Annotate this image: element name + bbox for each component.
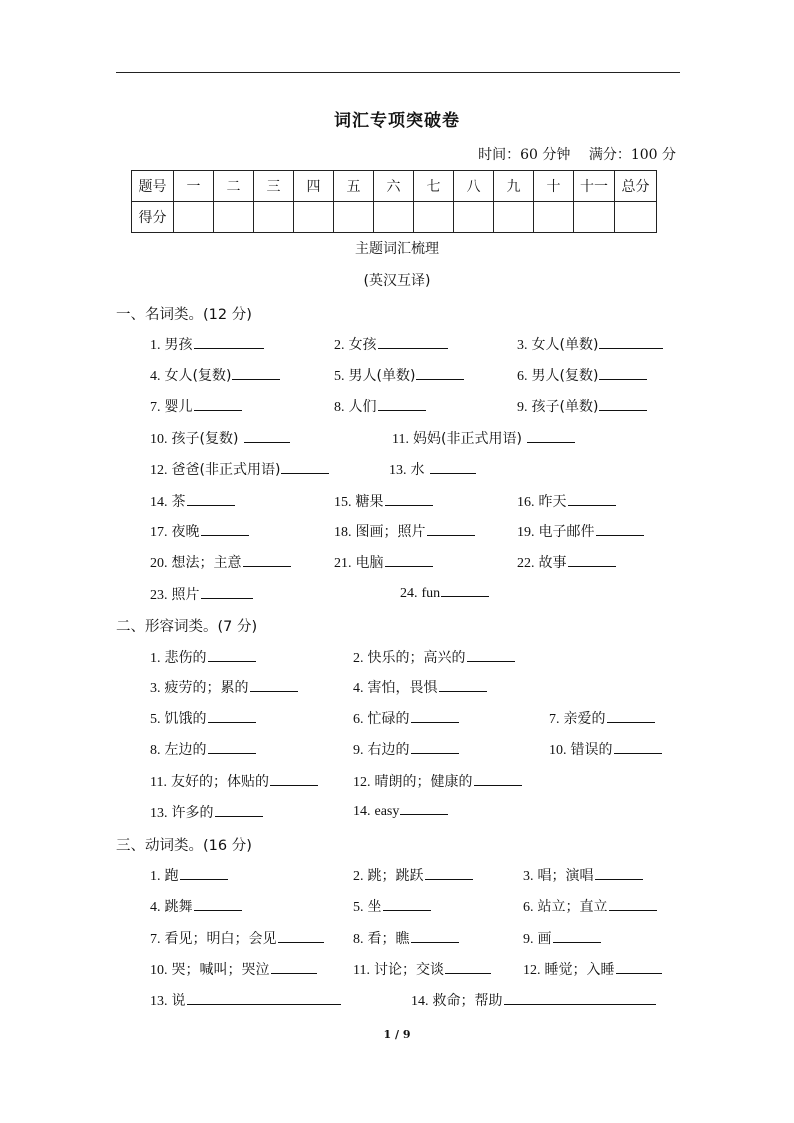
section-heading-verbs: 三、动词类。(16 分)	[116, 838, 252, 854]
score-cell[interactable]	[534, 202, 574, 233]
answer-blank[interactable]	[244, 430, 290, 443]
question-prompt: 人们	[348, 399, 377, 415]
question-item	[353, 802, 448, 820]
question-number: 14.	[150, 495, 168, 510]
question-prompt: 看见；明白；会见	[164, 931, 277, 947]
question-item	[150, 990, 341, 1010]
question-item	[353, 928, 459, 948]
question-prompt: easy	[374, 804, 400, 819]
question-number: 9.	[517, 400, 528, 415]
header-rule	[116, 72, 680, 73]
answer-blank[interactable]	[215, 804, 263, 817]
question-prompt: 想法；主意	[171, 555, 242, 571]
answer-blank[interactable]	[553, 930, 601, 943]
question-item	[392, 428, 575, 448]
score-cell[interactable]	[414, 202, 454, 233]
answer-blank[interactable]	[527, 430, 575, 443]
answer-blank[interactable]	[411, 930, 459, 943]
question-number: 9.	[523, 932, 534, 947]
answer-blank[interactable]	[504, 992, 656, 1005]
exam-meta	[464, 144, 676, 164]
question-item	[389, 459, 476, 479]
score-header-cell: 八	[454, 171, 494, 202]
answer-blank[interactable]	[201, 523, 249, 536]
question-item	[549, 708, 655, 728]
question-prompt: 女孩	[348, 337, 377, 353]
question-item	[334, 334, 448, 354]
question-prompt: 晴朗的；健康的	[374, 774, 473, 790]
score-cell[interactable]	[334, 202, 374, 233]
question-number: 14.	[353, 804, 371, 819]
score-header-cell: 六	[374, 171, 414, 202]
question-item	[334, 365, 464, 385]
question-number: 4.	[353, 681, 364, 696]
answer-blank[interactable]	[278, 930, 324, 943]
question-prompt: 男孩	[164, 337, 193, 353]
question-prompt: 亲爱的	[563, 711, 606, 727]
score-header-cell: 一	[174, 171, 214, 202]
question-item	[517, 334, 663, 354]
question-number: 2.	[334, 338, 345, 353]
question-number: 6.	[517, 369, 528, 384]
answer-blank[interactable]	[271, 961, 317, 974]
question-prompt: 故事	[538, 555, 567, 571]
score-table	[131, 170, 657, 233]
answer-blank[interactable]	[194, 398, 242, 411]
answer-blank[interactable]	[474, 773, 522, 786]
question-number: 13.	[150, 806, 168, 821]
question-item	[353, 708, 459, 728]
question-item	[334, 552, 433, 572]
answer-blank[interactable]	[250, 679, 298, 692]
question-prompt: 许多的	[171, 805, 214, 821]
answer-blank[interactable]	[385, 554, 433, 567]
question-prompt: 友好的；体贴的	[170, 774, 269, 790]
question-item	[353, 771, 522, 791]
question-prompt: 照片	[171, 587, 200, 603]
question-item	[517, 396, 647, 416]
answer-blank[interactable]	[439, 679, 487, 692]
answer-blank[interactable]	[378, 336, 448, 349]
question-number: 10.	[150, 963, 168, 978]
question-number: 10.	[549, 743, 567, 758]
question-prompt: 讨论；交谈	[373, 962, 444, 978]
score-header-cell: 二	[214, 171, 254, 202]
page-title: 词汇专项突破卷	[334, 111, 460, 131]
question-prompt: 水	[410, 462, 429, 478]
question-number: 11.	[353, 963, 370, 978]
question-prompt: 孩子(单数)	[531, 399, 599, 415]
question-prompt: 坐	[367, 899, 382, 915]
question-prompt: 救命；帮助	[432, 993, 503, 1009]
question-item	[150, 677, 298, 697]
question-prompt: 右边的	[367, 742, 410, 758]
question-prompt: 哭；喊叫；哭泣	[171, 962, 270, 978]
question-number: 20.	[150, 556, 168, 571]
answer-blank[interactable]	[208, 649, 256, 662]
question-item	[353, 896, 431, 916]
question-item	[150, 865, 228, 885]
answer-blank[interactable]	[187, 493, 235, 506]
question-number: 11.	[392, 432, 409, 447]
question-prompt: 站立；直立	[537, 899, 608, 915]
question-prompt: 爸爸(非正式用语)	[171, 462, 281, 478]
question-item	[400, 584, 489, 602]
question-item	[517, 552, 616, 572]
question-number: 12.	[523, 963, 541, 978]
question-item	[150, 552, 291, 572]
answer-blank[interactable]	[270, 773, 318, 786]
question-item	[150, 491, 235, 511]
question-item	[517, 491, 616, 511]
question-item	[523, 865, 643, 885]
question-number: 8.	[150, 743, 161, 758]
question-prompt: 说	[171, 993, 186, 1009]
question-number: 12.	[150, 463, 168, 478]
answer-blank[interactable]	[187, 992, 341, 1005]
question-number: 18.	[334, 525, 352, 540]
subtitle-translation-note: (英汉互译)	[363, 273, 431, 289]
question-prompt: 夜晚	[171, 524, 200, 540]
answer-blank[interactable]	[383, 898, 431, 911]
score-cell[interactable]	[214, 202, 254, 233]
question-number: 5.	[150, 712, 161, 727]
score-cell[interactable]	[494, 202, 534, 233]
page-number: 1 / 9	[383, 1028, 411, 1041]
question-prompt: 忙碌的	[367, 711, 410, 727]
score-header-cell: 四	[294, 171, 334, 202]
answer-blank[interactable]	[616, 961, 662, 974]
question-prompt: 跳；跳跃	[367, 868, 424, 884]
section-heading-nouns: 一、名词类。(12 分)	[116, 307, 252, 323]
score-cell[interactable]	[174, 202, 214, 233]
question-number: 5.	[353, 900, 364, 915]
question-prompt: 糖果	[355, 494, 384, 510]
question-prompt: 茶	[171, 494, 186, 510]
score-header-cell: 五	[334, 171, 374, 202]
question-number: 7.	[549, 712, 560, 727]
answer-blank[interactable]	[378, 398, 426, 411]
question-prompt: 害怕，畏惧	[367, 680, 438, 696]
score-cell[interactable]	[454, 202, 494, 233]
answer-blank[interactable]	[194, 898, 242, 911]
question-item	[150, 708, 256, 728]
answer-blank[interactable]	[607, 710, 655, 723]
question-item	[150, 428, 290, 448]
question-prompt: 男人(复数)	[531, 368, 599, 384]
question-item	[150, 521, 249, 541]
answer-blank[interactable]	[614, 741, 662, 754]
question-prompt: 昨天	[538, 494, 567, 510]
question-item	[150, 928, 324, 948]
score-cell[interactable]	[374, 202, 414, 233]
question-number: 17.	[150, 525, 168, 540]
question-item	[353, 647, 515, 667]
question-prompt: 左边的	[164, 742, 207, 758]
question-number: 3.	[517, 338, 528, 353]
score-header-cell: 九	[494, 171, 534, 202]
question-item	[353, 865, 473, 885]
score-header-cell: 三	[254, 171, 294, 202]
question-number: 23.	[150, 588, 168, 603]
question-item	[523, 928, 601, 948]
question-number: 2.	[353, 651, 364, 666]
full-score: 满分：100 分	[588, 147, 676, 163]
answer-blank[interactable]	[208, 710, 256, 723]
question-number: 5.	[334, 369, 345, 384]
question-item	[334, 521, 475, 541]
question-number: 12.	[353, 775, 371, 790]
question-item	[150, 802, 263, 822]
answer-blank[interactable]	[194, 336, 264, 349]
answer-blank[interactable]	[430, 461, 476, 474]
question-prompt: 唱；演唱	[537, 868, 594, 884]
question-prompt: 画	[537, 931, 552, 947]
question-number: 4.	[150, 900, 161, 915]
question-number: 16.	[517, 495, 535, 510]
question-prompt: fun	[421, 586, 441, 601]
question-prompt: 妈妈(非正式用语)	[412, 431, 527, 447]
question-number: 3.	[523, 869, 534, 884]
question-item	[353, 677, 487, 697]
score-cell[interactable]	[254, 202, 294, 233]
answer-blank[interactable]	[441, 584, 489, 597]
question-number: 1.	[150, 869, 161, 884]
question-number: 13.	[389, 463, 407, 478]
answer-blank[interactable]	[180, 867, 228, 880]
question-item	[334, 396, 426, 416]
answer-blank[interactable]	[427, 523, 475, 536]
question-item	[150, 959, 317, 979]
answer-blank[interactable]	[425, 867, 473, 880]
answer-blank[interactable]	[385, 493, 433, 506]
question-number: 24.	[400, 586, 418, 601]
answer-blank[interactable]	[243, 554, 291, 567]
question-prompt: 饥饿的	[164, 711, 207, 727]
score-header-cell: 七	[414, 171, 454, 202]
question-prompt: 睡觉；入睡	[544, 962, 615, 978]
question-number: 3.	[150, 681, 161, 696]
question-item	[150, 771, 318, 791]
answer-blank[interactable]	[411, 741, 459, 754]
answer-blank[interactable]	[599, 367, 647, 380]
question-prompt: 悲伤的	[164, 650, 207, 666]
answer-blank[interactable]	[232, 367, 280, 380]
score-header-cell: 总分	[615, 171, 657, 202]
score-row-label: 得分	[132, 202, 174, 233]
question-number: 14.	[411, 994, 429, 1009]
question-number: 13.	[150, 994, 168, 1009]
question-number: 22.	[517, 556, 535, 571]
score-cell[interactable]	[574, 202, 615, 233]
answer-blank[interactable]	[416, 367, 464, 380]
answer-blank[interactable]	[400, 802, 448, 815]
question-number: 19.	[517, 525, 535, 540]
score-table-score-row	[132, 202, 657, 233]
score-table-header-row	[132, 171, 657, 202]
answer-blank[interactable]	[568, 493, 616, 506]
question-item	[150, 739, 256, 759]
question-prompt: 电脑	[355, 555, 384, 571]
score-header-cell: 题号	[132, 171, 174, 202]
question-number: 11.	[150, 775, 167, 790]
question-prompt: 婴儿	[164, 399, 193, 415]
question-number: 6.	[523, 900, 534, 915]
answer-blank[interactable]	[609, 898, 657, 911]
question-item	[411, 990, 656, 1010]
answer-blank[interactable]	[281, 461, 329, 474]
question-item	[334, 491, 433, 511]
question-number: 1.	[150, 651, 161, 666]
question-number: 21.	[334, 556, 352, 571]
question-number: 15.	[334, 495, 352, 510]
question-number: 1.	[150, 338, 161, 353]
question-number: 9.	[353, 743, 364, 758]
answer-blank[interactable]	[596, 523, 644, 536]
answer-blank[interactable]	[595, 867, 643, 880]
section-heading-adjectives: 二、形容词类。(7 分)	[116, 619, 258, 635]
question-item	[150, 459, 329, 479]
question-prompt: 女人(复数)	[164, 368, 232, 384]
question-item	[150, 896, 242, 916]
question-prompt: 错误的	[570, 742, 613, 758]
score-header-cell: 十一	[574, 171, 615, 202]
question-item	[150, 647, 256, 667]
question-number: 7.	[150, 932, 161, 947]
answer-blank[interactable]	[568, 554, 616, 567]
question-item	[517, 365, 647, 385]
score-cell[interactable]	[294, 202, 334, 233]
question-item	[150, 396, 242, 416]
question-item	[150, 584, 253, 604]
question-prompt: 快乐的；高兴的	[367, 650, 466, 666]
question-prompt: 电子邮件	[538, 524, 595, 540]
answer-blank[interactable]	[599, 336, 663, 349]
question-number: 7.	[150, 400, 161, 415]
question-prompt: 疲劳的；累的	[164, 680, 249, 696]
answer-blank[interactable]	[445, 961, 491, 974]
score-header-cell: 十	[534, 171, 574, 202]
question-number: 10.	[150, 432, 168, 447]
question-prompt: 男人(单数)	[348, 368, 416, 384]
question-number: 2.	[353, 869, 364, 884]
question-number: 8.	[353, 932, 364, 947]
question-item	[353, 959, 491, 979]
answer-blank[interactable]	[411, 710, 459, 723]
subtitle: 主题词汇梳理	[355, 241, 439, 257]
question-prompt: 跳舞	[164, 899, 193, 915]
score-cell[interactable]	[615, 202, 657, 233]
question-item	[353, 739, 459, 759]
answer-blank[interactable]	[599, 398, 647, 411]
question-item	[150, 365, 280, 385]
question-prompt: 跑	[164, 868, 179, 884]
question-item	[150, 334, 264, 354]
question-number: 8.	[334, 400, 345, 415]
question-prompt: 女人(单数)	[531, 337, 599, 353]
question-item	[523, 959, 662, 979]
question-item	[549, 739, 662, 759]
question-prompt: 看；瞧	[367, 931, 410, 947]
question-number: 4.	[150, 369, 161, 384]
question-number: 6.	[353, 712, 364, 727]
answer-blank[interactable]	[201, 586, 253, 599]
time-limit: 时间：60 分钟	[478, 147, 571, 163]
answer-blank[interactable]	[208, 741, 256, 754]
question-prompt: 孩子(复数)	[171, 431, 243, 447]
question-prompt: 图画；照片	[355, 524, 426, 540]
question-item	[523, 896, 657, 916]
question-item	[517, 521, 644, 541]
answer-blank[interactable]	[467, 649, 515, 662]
